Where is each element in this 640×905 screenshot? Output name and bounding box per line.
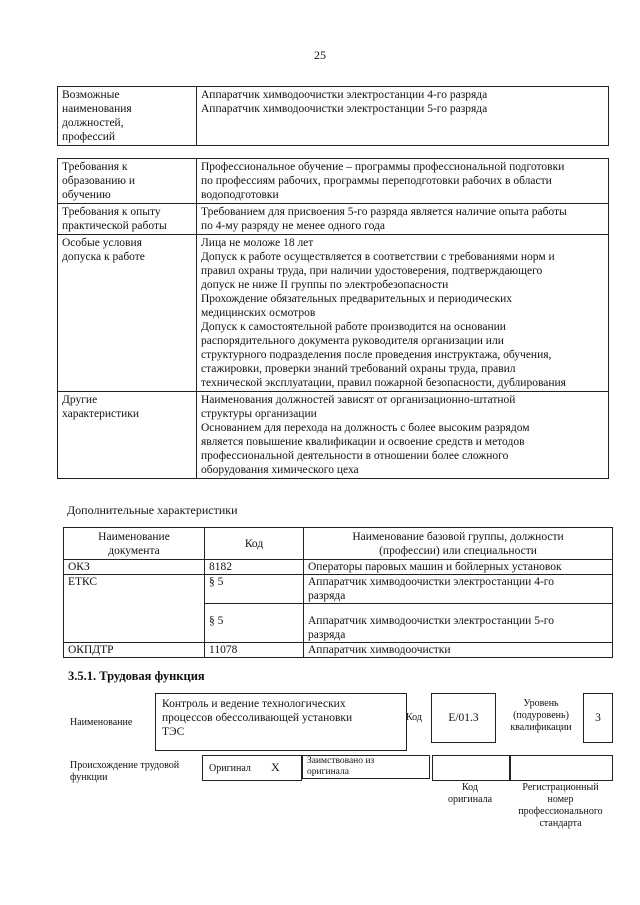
extra-header-row: Наименование документа Код Наименование базовой группы, должности (профессии) или специальности	[64, 528, 613, 560]
qualification-level-label: Уровень (подуровень) квалификации	[510, 698, 572, 733]
reg-number-label: Регистрационный номер профессионального стандарта	[518, 782, 603, 829]
table-row: ЕТКС § 5 Аппаратчик химводоочистки электростанции 4-го разряда	[64, 575, 613, 604]
requirement-row-special-conditions: Особые условия допуска к работе Лица не моложе 18 лет Допуск к работе осуществляется в соответствии с требованиями норм и правил охраны труда, при наличии удостоверения, подтверждающего допуск не ниже II группы по электробезопасности Прохождение обязательных предварительных и периодических медицинских осмотров Допуск к самостоятельной работе производится на основании распорядительного документа руководителя организации или структурного подразделения после проведения инструктажа, обучения, стажировки, проверки знаний требований охраны труда, правил технической эксплуатации, правил пожарной безопасности, дублирования	[58, 235, 609, 392]
code-original-label: Код оригинала	[447, 782, 493, 805]
positions-label: Возможные наименования должностей, профессий	[58, 87, 197, 146]
requirement-row-experience: Требования к опыту практической работы Требованием для присвоения 5-го разряда является наличие опыта работы по 4-му разряду не менее одного года	[58, 204, 609, 235]
function-heading: 3.5.1. Трудовая функция	[68, 669, 205, 683]
positions-table	[57, 86, 609, 146]
origin-label: Происхождение трудовой функции	[70, 760, 180, 783]
requirement-row-other: Другие характеристики Наименования должностей зависят от организационно-штатной структуры организации Основанием для перехода на должность с более высоким разрядом является повышение квалификации и освоение средств и методов профессиональной деятельности в отношении более сложного оборудования химического цеха	[58, 392, 609, 479]
function-name-label: Наименование	[70, 717, 133, 728]
requirement-row-education: Требования к образованию и обучению Профессиональное обучение – программы профессиональной подготовки по профессиям рабочих, программы переподготовки рабочих в области водоподготовки	[58, 159, 609, 204]
table-row: ОКЗ 8182 Операторы паровых машин и бойлерных установок	[64, 560, 613, 575]
page-number: 25	[314, 48, 326, 62]
function-code-value: E/01.3	[431, 693, 496, 743]
reg-number-cell	[510, 755, 613, 781]
original-cell: Оригинал X	[202, 755, 302, 781]
function-name-box: Контроль и ведение технологических процессов обессоливающей установки ТЭС	[155, 693, 407, 751]
extra-heading: Дополнительные характеристики	[67, 503, 238, 517]
original-mark: X	[271, 760, 280, 774]
table-row: ОКПДТР 11078 Аппаратчик химводоочистки	[64, 643, 613, 658]
qualification-level-value: 3	[583, 693, 613, 743]
table-row: § 5 Аппаратчик химводоочистки электростанции 5-го разряда	[64, 604, 613, 643]
extra-table	[63, 527, 613, 658]
positions-values: Аппаратчик химводоочистки электростанции 4-го разряда Аппаратчик химводоочистки электростанции 5-го разряда	[197, 87, 609, 146]
code-original-cell	[432, 755, 510, 781]
requirements-table	[57, 158, 609, 479]
function-code-label: Код	[406, 712, 422, 723]
borrowed-cell: Заимствовано из оригинала	[302, 755, 430, 779]
